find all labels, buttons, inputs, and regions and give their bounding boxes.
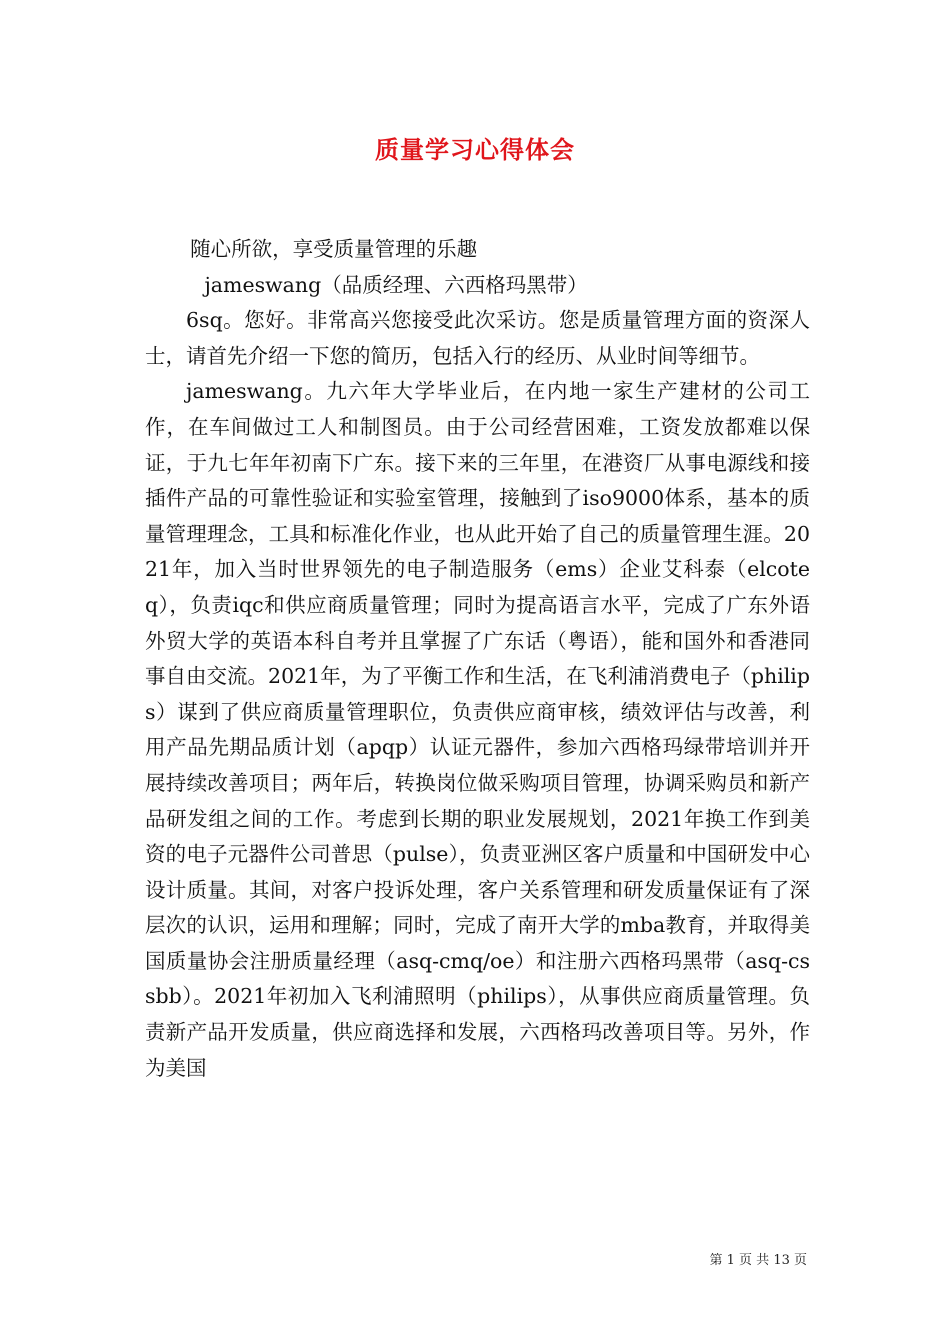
document-title: 质量学习心得体会 [375,135,575,164]
document-body [145,232,810,1086]
paragraph-subtitle: 随心所欲，享受质量管理的乐趣 [190,237,478,261]
paragraph-author: jameswang（品质经理、六西格玛黑带） [204,272,588,297]
paragraph-answer: jameswang。九六年大学毕业后，在内地一家生产建材的公司工作，在车间做过工人和制图员。由于公司经营困难，工资发放都难以保证，于九七年年初南下广东。接下来的三年里，在港资厂从事电源线和接插件产品的可靠性验证和实验室管理，接触到了iso9000体系，基本的质量管理理念，工具和标准化作业，也从此开始了自己的质量管理生涯。2021年，加入当时世界领先的电子制造服务（ems）企业艾科泰（elcoteq），负责iqc和供应商质量管理；同时为提高语言水平，完成了广东外语外贸大学的英语本科自考并且掌握了广东话（粤语），能和国外和香港同事自由交流。2021年，为了平衡工作和生活，在飞利浦消费电子（philips）谋到了供应商质量管理职位，负责供应商审核，绩效评估与改善，利用产品先期品质计划（apqp）认证元器件，参加六西格玛绿带培训并开展持续改善项目；两年后，转换岗位做采购项目管理，协调采购员和新产品研发组之间的工作。考虑到长期的职业发展规划，2021年换工作到美资的电子元器件公司普思（pulse），负责亚洲区客户质量和中国研发中心设计质量。其间，对客户投诉处理，客户关系管理和研发质量保证有了深层次的认识，运用和理解；同时，完成了南开大学的mba教育，并取得美国质量协会注册质量经理（asq-cmq/oe）和注册六西格玛黑带（asq-cssbb）。2021年初加入飞利浦照明（philips），从事供应商质量管理。负责新产品开发质量，供应商选择和发展，六西格玛改善项目等。另外，作为美国 [145,379,810,1080]
paragraph-question: 6sq。您好。非常高兴您接受此次采访。您是质量管理方面的资深人士，请首先介绍一下您的简历，包括入行的经历、从业时间等细节。 [145,308,810,368]
page-number-footer [0,1249,807,1268]
page-number: 第 1 页 共 13 页 [709,1253,807,1268]
